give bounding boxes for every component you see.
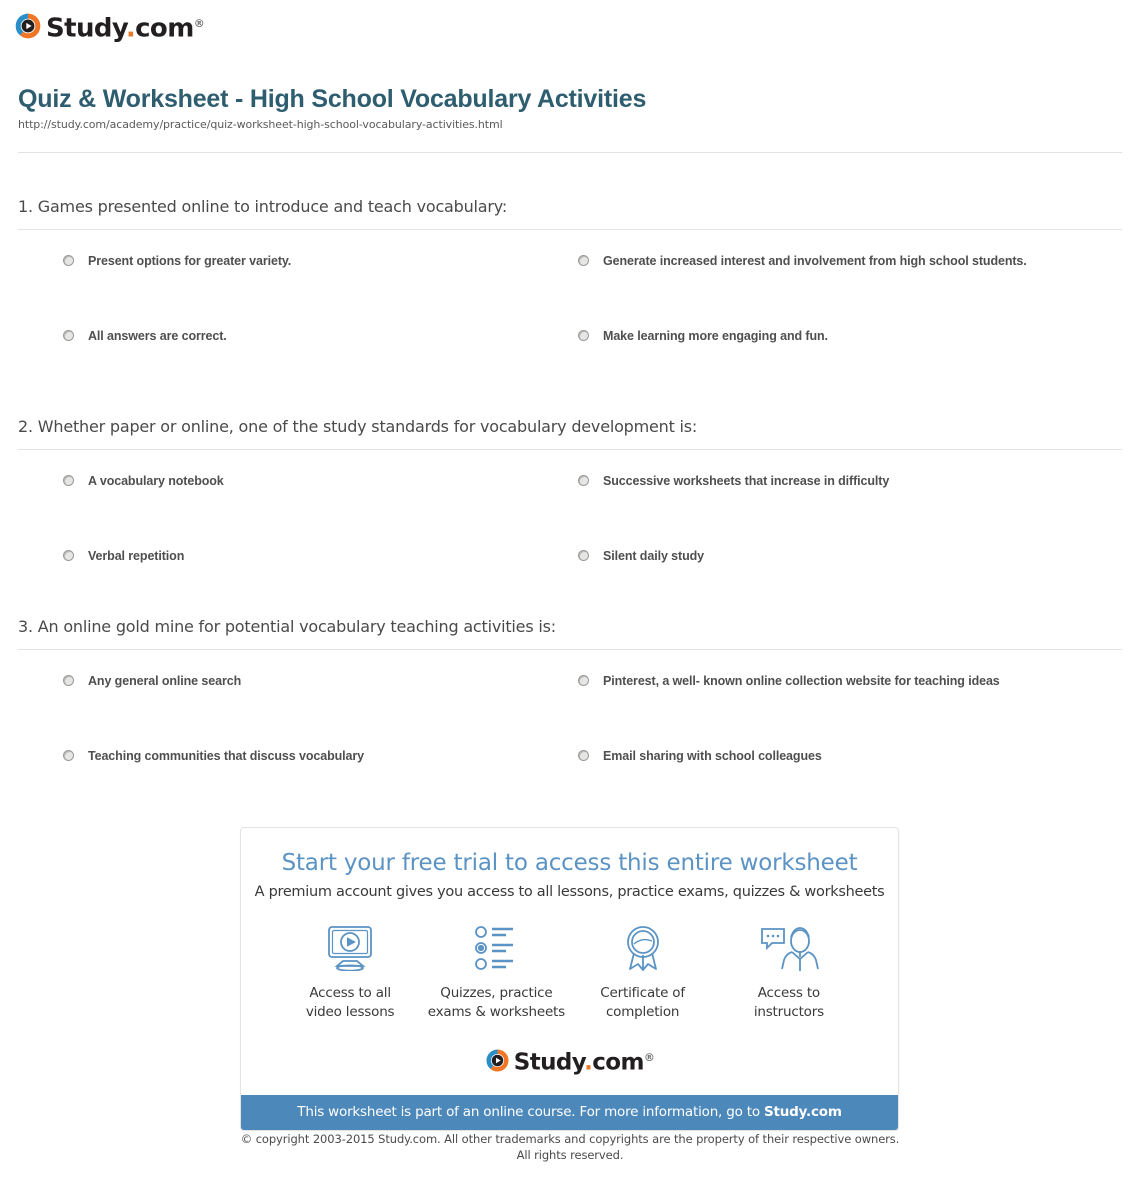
question-text-2: 2. Whether paper or online, one of the study standards for vocabulary development is: bbox=[18, 417, 698, 436]
feature-label-line1: Access to bbox=[757, 985, 820, 1001]
option-label: Successive worksheets that increase in difficulty bbox=[603, 474, 890, 488]
logo-word-study: Study bbox=[46, 13, 126, 44]
feature-certificate bbox=[570, 922, 716, 1022]
site-logo[interactable] bbox=[14, 10, 204, 43]
header-divider bbox=[18, 152, 1122, 153]
monitor-play-icon bbox=[277, 922, 423, 974]
logo-word-dot: . bbox=[584, 1049, 593, 1076]
option-1a[interactable] bbox=[18, 252, 533, 288]
promo-header bbox=[241, 828, 898, 900]
quiz-list-icon bbox=[423, 922, 569, 974]
feature-label-line1: Quizzes, practice bbox=[440, 985, 553, 1001]
feature-label-line2: exams & worksheets bbox=[427, 1004, 565, 1020]
copyright-line-2: All rights reserved. bbox=[516, 1148, 624, 1162]
logo-word-dot: . bbox=[125, 13, 136, 44]
promo-title: Start your free trial to access this entire worksheet bbox=[281, 850, 858, 876]
options-grid-3 bbox=[18, 672, 1122, 783]
option-label: Make learning more engaging and fun. bbox=[603, 329, 828, 343]
option-label: Any general online search bbox=[88, 674, 242, 688]
copyright-notice bbox=[0, 1131, 1140, 1163]
option-label: Present options for greater variety. bbox=[88, 254, 292, 268]
radio-button-icon[interactable] bbox=[578, 550, 589, 561]
option-2d[interactable] bbox=[533, 547, 1122, 583]
radio-button-icon[interactable] bbox=[578, 475, 589, 486]
option-1b[interactable] bbox=[533, 252, 1122, 288]
logo-wordmark bbox=[514, 1044, 654, 1077]
promo-banner-link[interactable]: Study.com bbox=[764, 1103, 842, 1120]
page-url: http://study.com/academy/practice/quiz-worksheet-high-school-vocabulary-activities.html bbox=[18, 118, 503, 131]
question-text-1: 1. Games presented online to introduce and teach vocabulary: bbox=[18, 197, 508, 216]
option-3c[interactable] bbox=[18, 747, 533, 783]
radio-button-icon[interactable] bbox=[578, 750, 589, 761]
question-block-1 bbox=[18, 197, 1122, 363]
radio-button-icon[interactable] bbox=[63, 330, 74, 341]
promo-banner[interactable] bbox=[241, 1095, 898, 1130]
feature-label-line2: video lessons bbox=[305, 1004, 395, 1020]
promo-banner-text: This worksheet is part of an online course. For more information, go to bbox=[297, 1103, 764, 1120]
question-divider-2 bbox=[18, 449, 1122, 450]
options-grid-1 bbox=[18, 252, 1122, 363]
feature-quizzes bbox=[423, 922, 569, 1022]
feature-video-lessons bbox=[277, 922, 423, 1022]
page-title: Quiz & Worksheet - High School Vocabulary Activities bbox=[18, 85, 647, 113]
feature-label-line1: Certificate of bbox=[600, 985, 685, 1001]
radio-button-icon[interactable] bbox=[63, 475, 74, 486]
option-3b[interactable] bbox=[533, 672, 1122, 708]
question-block-2 bbox=[18, 417, 1122, 583]
award-ribbon-icon bbox=[570, 922, 716, 974]
radio-button-icon[interactable] bbox=[63, 550, 74, 561]
option-label: Verbal repetition bbox=[88, 549, 185, 563]
play-circle-icon bbox=[14, 12, 42, 40]
question-divider-1 bbox=[18, 229, 1122, 230]
option-label: Generate increased interest and involvement from high school students. bbox=[603, 254, 1027, 268]
play-circle-icon bbox=[485, 1048, 510, 1073]
radio-button-icon[interactable] bbox=[63, 255, 74, 266]
promo-features bbox=[241, 922, 898, 1022]
option-label: Email sharing with school colleagues bbox=[603, 749, 822, 763]
option-label: Teaching communities that discuss vocabulary bbox=[88, 749, 365, 763]
option-label: Silent daily study bbox=[603, 549, 705, 563]
question-text-3: 3. An online gold mine for potential vocabulary teaching activities is: bbox=[18, 617, 556, 636]
feature-instructors bbox=[716, 922, 862, 1022]
radio-button-icon[interactable] bbox=[63, 675, 74, 686]
logo-word-com: com bbox=[592, 1049, 644, 1076]
question-divider-3 bbox=[18, 649, 1122, 650]
option-3a[interactable] bbox=[18, 672, 533, 708]
option-3d[interactable] bbox=[533, 747, 1122, 783]
radio-button-icon[interactable] bbox=[578, 255, 589, 266]
free-trial-promo-card bbox=[240, 827, 899, 1131]
promo-logo[interactable] bbox=[241, 1044, 898, 1077]
logo-wordmark bbox=[46, 10, 204, 43]
logo-word-com: com bbox=[135, 13, 194, 44]
feature-label bbox=[277, 984, 423, 1022]
logo-trademark: ® bbox=[643, 1051, 655, 1064]
option-label: All answers are correct. bbox=[88, 329, 227, 343]
instructor-chat-icon bbox=[716, 922, 862, 974]
option-2c[interactable] bbox=[18, 547, 533, 583]
promo-subtitle: A premium account gives you access to all lessons, practice exams, quizzes & worksheets bbox=[254, 884, 885, 900]
option-1c[interactable] bbox=[18, 327, 533, 363]
document-header bbox=[18, 84, 1122, 131]
radio-button-icon[interactable] bbox=[578, 330, 589, 341]
option-1d[interactable] bbox=[533, 327, 1122, 363]
option-label: Pinterest, a well- known online collection website for teaching ideas bbox=[603, 674, 1000, 688]
feature-label bbox=[423, 984, 569, 1022]
radio-button-icon[interactable] bbox=[63, 750, 74, 761]
copyright-line-1: © copyright 2003-2015 Study.com. All other trademarks and copyrights are the property of their respective owners. bbox=[240, 1132, 900, 1146]
feature-label bbox=[716, 984, 862, 1022]
feature-label-line2: instructors bbox=[753, 1004, 824, 1020]
option-2b[interactable] bbox=[533, 472, 1122, 508]
feature-label-line2: completion bbox=[605, 1004, 680, 1020]
option-label: A vocabulary notebook bbox=[88, 474, 224, 488]
feature-label bbox=[570, 984, 716, 1022]
logo-trademark: ® bbox=[193, 17, 205, 30]
options-grid-2 bbox=[18, 472, 1122, 583]
feature-label-line1: Access to all bbox=[309, 985, 391, 1001]
question-block-3 bbox=[18, 617, 1122, 783]
option-2a[interactable] bbox=[18, 472, 533, 508]
logo-word-study: Study bbox=[513, 1049, 585, 1076]
radio-button-icon[interactable] bbox=[578, 675, 589, 686]
